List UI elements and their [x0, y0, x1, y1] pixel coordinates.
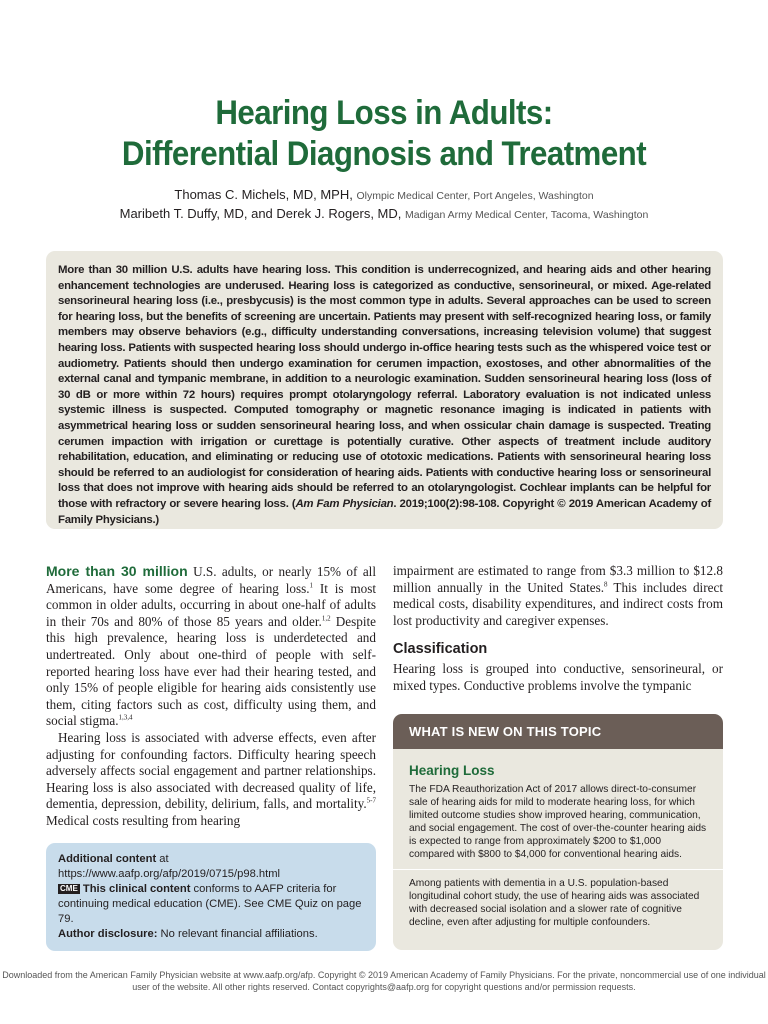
right-column	[393, 563, 723, 629]
body-paragraph: More than 30 million U.S. adults, or nearly 15% of all Americans, have some degree of hearing loss.$^1$ It is most common in older adults, occurring in about one-half of adults in their 70s and 80% of those 85 years and older.$^{1,2}$ Despite this high prevalence, hearing loss is underdetected and undertreated. Only about one-third of people with self-reported hearing loss have ever had their hearing tested, and only 15% of people eligible for hearing aids consistently use them, citing factors such as cost, difficulty using them, and social stigma.$^{1,3,4}$	[46, 563, 376, 729]
divider	[393, 869, 723, 870]
page-footer: Downloaded from the American Family Physician website at www.aafp.org/afp. Copyright © 2019 American Academy of Family Physicians. For the private, noncommercial use of one individual user of the website. All other rights reserved. Contact copyrights@aafp.org for copyright questions and/or permission requests.	[2, 970, 766, 992]
lead-in: More than 30 million	[46, 563, 188, 579]
cme-badge: CME	[60, 884, 78, 893]
additional-content-line: Additional content at https://www.aafp.org/afp/2019/0715/p98.html	[58, 853, 281, 880]
additional-content-link[interactable]: at https://www.aafp.org/afp/2019/0715/p98.html	[58, 853, 281, 880]
abstract-text: More than 30 million U.S. adults have hearing loss. This condition is underrecognized, and hearing aids and other hearing enhancement technologies are underused. Hearing loss is categorized as conductive, sensorineural, or mixed. Age-related sensorineural hearing loss (i.e., presbycusis) is the most common type in adults. Several approaches can be used to screen for hearing loss, but the benefits of screening are uncertain. Patients may present with self-recognized hearing loss, or family members may observe behaviors (e.g., difficulty understanding conversations, increasing television volume) that suggest hearing loss. Patients with suspected hearing loss should undergo in-office hearing tests such as the whispered voice test or audiometry. Patients should then undergo examination for cerumen impaction, exostoses, and other abnormalities of the external canal and tympanic membrane, in addition to a neurologic examination. Sudden sensorineural hearing loss (loss of 30 dB or more within 72 hours) requires prompt otolaryngology referral. Laboratory evaluation is not indicated unless systemic illness is suspected. Computed tomography or magnetic resonance imaging is indicated in patients with asymmetrical hearing loss or sudden sensorineural hearing loss, and when ossicular chain damage is suspected. Treating cerumen impaction with irrigation or curettage is potentially curative. Other aspects of treatment include auditory rehabilitation, education, and eliminating or reducing use of ototoxic medications. Patients with sensorineural hearing loss should be referred to an audiologist for consideration of hearing aids. Patients with conductive hearing loss or sensorineural loss that does not improve with hearing aids should be referred to an otolaryngologist. Cochlear implants can be helpful for those with refractory or severe hearing loss. (Am Fam Physician. 2019;100(2):98-108. Copyright © 2019 American Academy of Family Physicians.)	[58, 264, 711, 526]
additional-content-box	[46, 843, 376, 951]
left-column	[46, 563, 376, 830]
body-paragraph: Hearing loss is associated with adverse effects, even after adjusting for confounding factors. Difficulty hearing speech adversely affects social engagement and partner relationships. Hearing loss is also associated with decreased quality of life, dementia, depression, debility, delirium, falls, and mortality.$^{5-7}$ Medical costs resulting from hearing	[46, 729, 376, 828]
classification-heading: Classification	[393, 641, 488, 657]
whats-new-header: WHAT IS NEW ON THIS TOPIC	[393, 714, 723, 749]
whats-new-paragraph: The FDA Reauthorization Act of 2017 allows direct-to-consumer sale of hearing aids for mild to moderate hearing loss, for which limited outcome studies show improved hearing, communication, and social engagement. The cost of over-the-counter hearing aids is expected to range from approximately $200 to $1,000 compared with $800 to $4,000 for conventional hearing aids.	[409, 784, 707, 860]
author-names: Maribeth T. Duffy, MD, and Derek J. Rogers, MD,	[119, 206, 402, 221]
article-title	[31, 93, 738, 175]
author-line-1	[0, 186, 768, 205]
body-paragraph: impairment are estimated to range from $3.3 million to $12.8 million annually in the United States.$^8$ This includes direct medical costs, disability expenditures, and indirect costs from lost productivity and caregiver expenses.	[393, 563, 723, 628]
classification-text: Hearing loss is grouped into conductive, sensorineural, or mixed types. Conductive problems involve the tympanic	[393, 661, 723, 693]
title-line-2: Differential Diagnosis and Treatment	[121, 135, 647, 173]
cme-line: CME This clinical content conforms to AAFP criteria for continuing medical education (CME). See CME Quiz on page 79.	[58, 883, 362, 925]
journal-name: Am Fam Physician	[295, 497, 394, 510]
author-affiliation: Madigan Army Medical Center, Tacoma, Washington	[405, 209, 649, 221]
disclosure-line: Author disclosure: No relevant financial affiliations.	[58, 928, 318, 940]
abstract-box	[46, 251, 723, 529]
whats-new-box	[393, 714, 723, 950]
author-names: Thomas C. Michels, MD, MPH,	[174, 187, 353, 202]
author-line-2	[0, 205, 768, 224]
author-affiliation: Olympic Medical Center, Port Angeles, Washington	[356, 190, 594, 202]
title-line-1: Hearing Loss in Adults:	[215, 94, 553, 132]
whats-new-paragraph: Among patients with dementia in a U.S. population-based longitudinal cohort study, the use of hearing aids was associated with decreased social isolation and a slower rate of cognitive decline, even after adjusting for multiple confounders.	[409, 878, 700, 928]
whats-new-subheading: Hearing Loss	[409, 763, 495, 778]
